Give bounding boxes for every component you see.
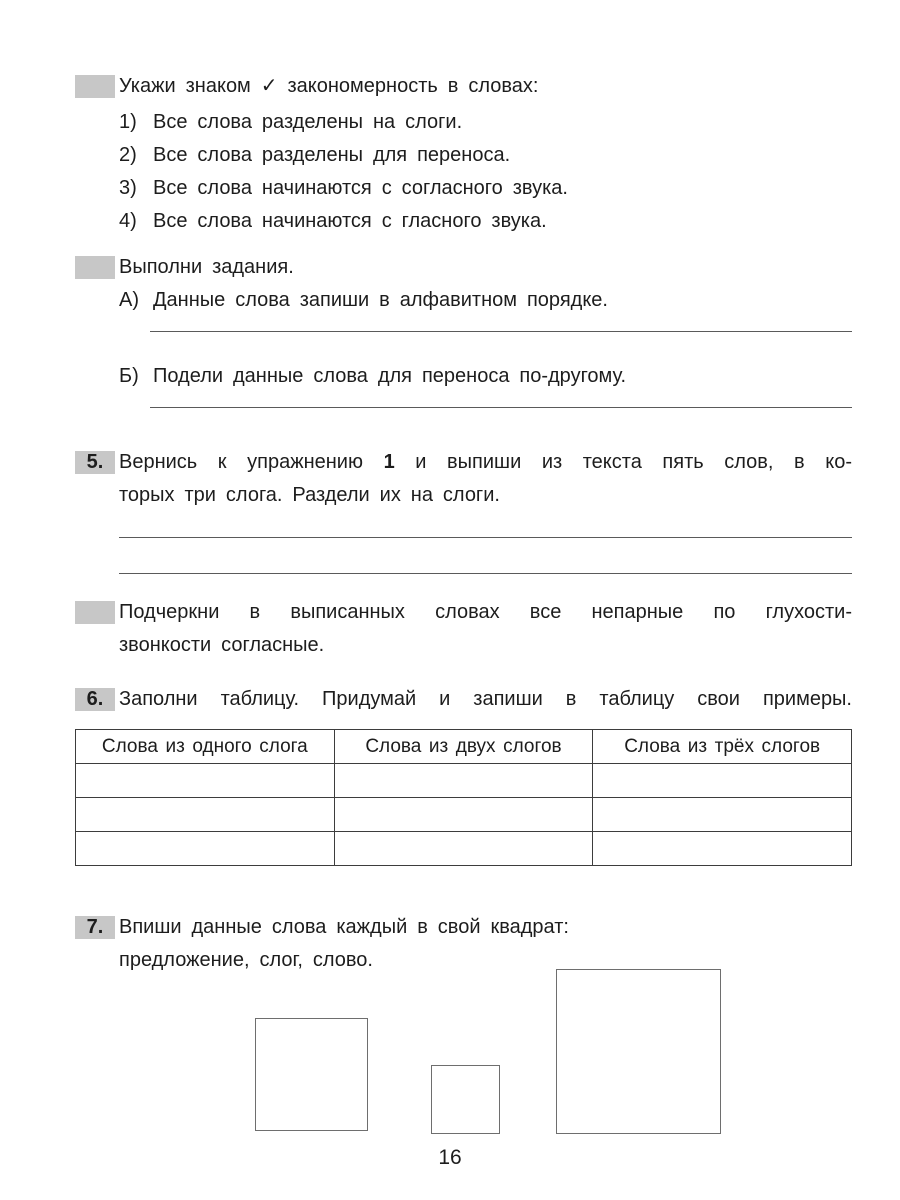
task-5-text bbox=[119, 446, 852, 512]
item-label: Б) bbox=[119, 365, 139, 387]
task-pattern-title: Укажи знаком ✓ закономерность в словах: bbox=[119, 75, 539, 97]
option-number: 4) bbox=[119, 210, 137, 232]
pattern-option-2[interactable] bbox=[119, 139, 852, 172]
table-cell-empty[interactable] bbox=[334, 764, 593, 798]
task-marker bbox=[75, 601, 115, 624]
word-box-small[interactable] bbox=[431, 1065, 500, 1134]
table-cell-empty[interactable] bbox=[334, 832, 593, 866]
option-text: Все слова начинаются с гласного звука. bbox=[153, 210, 547, 232]
task-5-number: 5. bbox=[75, 451, 115, 474]
item-text: Подели данные слова для переноса по-другому. bbox=[153, 365, 627, 387]
option-number: 3) bbox=[119, 177, 137, 199]
page-number: 16 bbox=[438, 1146, 462, 1169]
assignment-item-b bbox=[119, 360, 852, 393]
task-underline-line1: Подчеркни в выписанных словах все непарные по глухости- bbox=[119, 601, 852, 623]
task-underline-line2: звонкости согласные. bbox=[119, 634, 325, 656]
table-row bbox=[76, 832, 852, 866]
table-cell-empty[interactable] bbox=[334, 798, 593, 832]
task-5-row bbox=[75, 446, 852, 512]
task-marker bbox=[75, 256, 115, 279]
task-7-number: 7. bbox=[75, 916, 115, 939]
pattern-option-4[interactable] bbox=[119, 205, 852, 238]
syllables-table bbox=[75, 729, 852, 866]
task-underline-row bbox=[75, 596, 852, 662]
task-7-line2: предложение, слог, слово. bbox=[119, 949, 373, 971]
task-5-line2: торых три слога. Раздели их на слоги. bbox=[119, 484, 500, 506]
task-5 bbox=[75, 446, 852, 574]
task-5-line1: Вернись к упражнению 1 и выпиши из текста пять слов, в ко- bbox=[119, 451, 852, 473]
table-row bbox=[76, 764, 852, 798]
assignment-item-a bbox=[119, 284, 852, 317]
table-cell-empty[interactable] bbox=[76, 764, 335, 798]
answer-line[interactable] bbox=[150, 407, 852, 408]
table-row bbox=[76, 798, 852, 832]
table-cell-empty[interactable] bbox=[76, 798, 335, 832]
task-6-text: Заполни таблицу. Придумай и запиши в таблицу свои примеры. bbox=[119, 688, 852, 710]
answer-line[interactable] bbox=[150, 331, 852, 332]
task-6-number: 6. bbox=[75, 688, 115, 711]
word-box-medium[interactable] bbox=[255, 1018, 368, 1131]
task-assignments bbox=[75, 251, 852, 408]
word-box-large[interactable] bbox=[556, 969, 721, 1134]
table-cell-empty[interactable] bbox=[593, 832, 852, 866]
task-marker bbox=[75, 75, 115, 98]
answer-line[interactable] bbox=[119, 537, 852, 538]
pattern-option-3[interactable] bbox=[119, 172, 852, 205]
task-pattern-title-row bbox=[75, 70, 852, 103]
option-text: Все слова разделены на слоги. bbox=[153, 111, 463, 133]
task-7-row bbox=[75, 911, 852, 977]
task-6 bbox=[75, 683, 852, 866]
option-number: 1) bbox=[119, 111, 137, 133]
task-7-text bbox=[119, 911, 852, 977]
table-cell-empty[interactable] bbox=[76, 832, 335, 866]
option-text: Все слова начинаются с согласного звука. bbox=[153, 177, 568, 199]
option-number: 2) bbox=[119, 144, 137, 166]
task-assignments-title-row bbox=[75, 251, 852, 284]
table-header-row bbox=[76, 730, 852, 764]
table-cell-empty[interactable] bbox=[593, 798, 852, 832]
pattern-option-1[interactable] bbox=[119, 106, 852, 139]
table-cell-empty[interactable] bbox=[593, 764, 852, 798]
pattern-options bbox=[119, 106, 852, 238]
task-7 bbox=[75, 911, 852, 977]
table-header-one-syllable: Слова из одного слога bbox=[76, 730, 335, 764]
table-header-three-syllables: Слова из трёх слогов bbox=[593, 730, 852, 764]
item-text: Данные слова запиши в алфавитном порядке. bbox=[153, 289, 608, 311]
task-7-line1: Впиши данные слова каждый в свой квадрат: bbox=[119, 916, 569, 938]
task-pattern bbox=[75, 70, 852, 238]
exercise-ref: 1 bbox=[383, 451, 395, 473]
task-6-row bbox=[75, 683, 852, 716]
option-text: Все слова разделены для переноса. bbox=[153, 144, 511, 166]
table-header-two-syllables: Слова из двух слогов bbox=[334, 730, 593, 764]
answer-line[interactable] bbox=[119, 573, 852, 574]
task-assignments-title: Выполни задания. bbox=[119, 256, 294, 278]
task-underline-text bbox=[119, 596, 852, 662]
task-underline bbox=[75, 596, 852, 662]
item-label: А) bbox=[119, 289, 139, 311]
